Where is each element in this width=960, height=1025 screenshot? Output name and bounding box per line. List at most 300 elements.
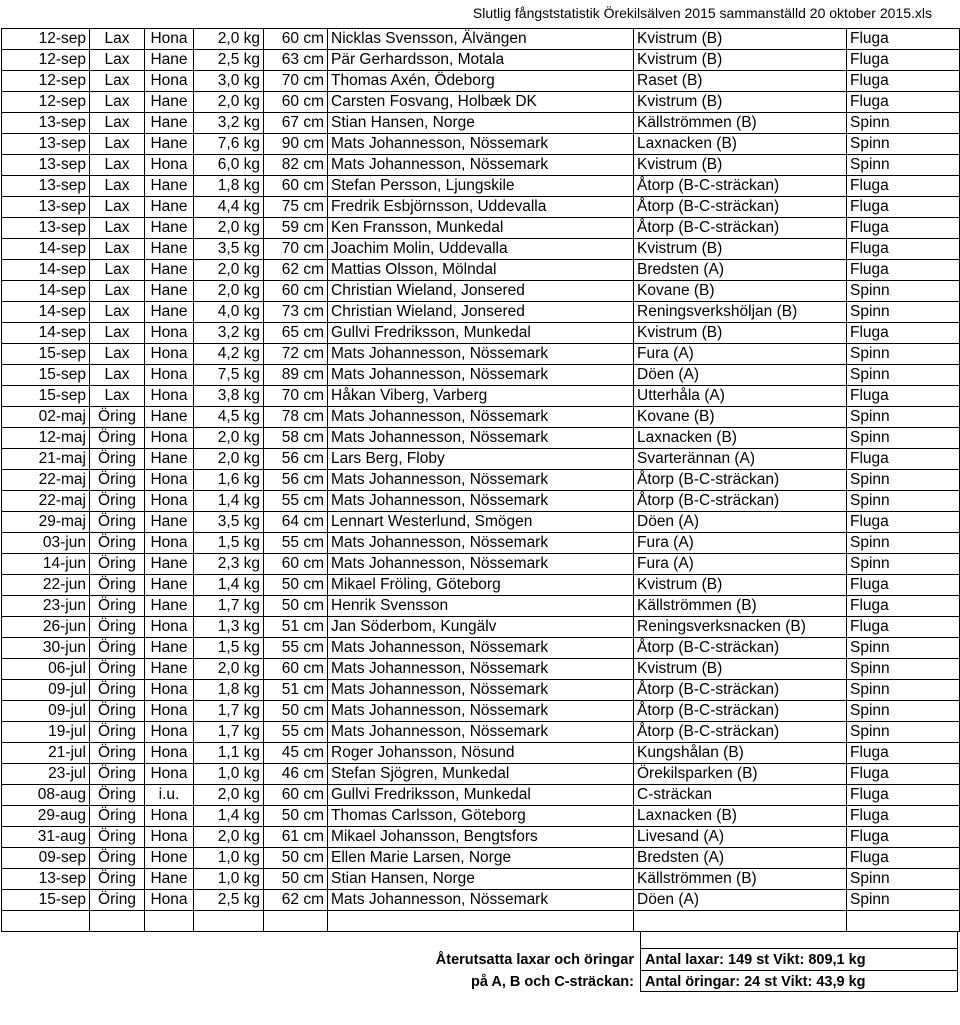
length-cell: 56 cm xyxy=(264,449,328,470)
angler-cell: Mats Johannesson, Nössemark xyxy=(328,344,634,365)
method-cell: Fluga xyxy=(847,29,960,50)
sex-cell: Hona xyxy=(145,491,194,512)
angler-cell: Mats Johannesson, Nössemark xyxy=(328,407,634,428)
weight-cell: 1,4 kg xyxy=(194,491,264,512)
date-cell: 13-sep xyxy=(2,134,90,155)
table-row xyxy=(2,113,960,134)
date-cell: 13-sep xyxy=(2,113,90,134)
method-cell: Fluga xyxy=(847,92,960,113)
date-cell: 23-jul xyxy=(2,764,90,785)
sex-cell: Hona xyxy=(145,344,194,365)
date-cell: 15-sep xyxy=(2,344,90,365)
weight-cell: 1,1 kg xyxy=(194,743,264,764)
summary-oringar: Antal öringar: 24 st Vikt: 43,9 kg xyxy=(640,970,958,992)
method-cell: Fluga xyxy=(847,449,960,470)
location-cell: Reningsverksnacken (B) xyxy=(634,617,847,638)
species-cell: Lax xyxy=(90,134,145,155)
method-cell: Spinn xyxy=(847,491,960,512)
weight-cell: 1,0 kg xyxy=(194,848,264,869)
method-cell: Spinn xyxy=(847,113,960,134)
sex-cell: Hane xyxy=(145,638,194,659)
species-cell: Öring xyxy=(90,512,145,533)
method-cell: Spinn xyxy=(847,470,960,491)
sex-cell: Hona xyxy=(145,722,194,743)
length-cell: 60 cm xyxy=(264,29,328,50)
length-cell: 62 cm xyxy=(264,890,328,911)
method-cell: Fluga xyxy=(847,743,960,764)
weight-cell: 6,0 kg xyxy=(194,155,264,176)
location-cell: C-sträckan xyxy=(634,785,847,806)
table-row xyxy=(2,428,960,449)
date-cell: 08-aug xyxy=(2,785,90,806)
sex-cell: Hane xyxy=(145,512,194,533)
weight-cell: 2,0 kg xyxy=(194,659,264,680)
table-row xyxy=(2,596,960,617)
species-cell: Öring xyxy=(90,617,145,638)
species-cell: Öring xyxy=(90,806,145,827)
length-cell: 50 cm xyxy=(264,806,328,827)
location-cell: Döen (A) xyxy=(634,512,847,533)
method-cell: Fluga xyxy=(847,575,960,596)
weight-cell: 1,7 kg xyxy=(194,596,264,617)
date-cell: 03-jun xyxy=(2,533,90,554)
species-cell: Lax xyxy=(90,29,145,50)
table-row xyxy=(2,386,960,407)
method-cell: Fluga xyxy=(847,848,960,869)
weight-cell: 4,2 kg xyxy=(194,344,264,365)
sex-cell: Hona xyxy=(145,533,194,554)
angler-cell: Christian Wieland, Jonsered xyxy=(328,281,634,302)
length-cell: 50 cm xyxy=(264,701,328,722)
sex-cell: Hane xyxy=(145,659,194,680)
date-cell: 23-jun xyxy=(2,596,90,617)
empty-cell xyxy=(328,911,634,932)
species-cell: Öring xyxy=(90,701,145,722)
method-cell: Fluga xyxy=(847,785,960,806)
location-cell: Kovane (B) xyxy=(634,407,847,428)
weight-cell: 1,4 kg xyxy=(194,806,264,827)
weight-cell: 1,0 kg xyxy=(194,764,264,785)
angler-cell: Mats Johannesson, Nössemark xyxy=(328,890,634,911)
weight-cell: 3,5 kg xyxy=(194,512,264,533)
table-row xyxy=(2,29,960,50)
length-cell: 50 cm xyxy=(264,869,328,890)
method-cell: Fluga xyxy=(847,71,960,92)
length-cell: 62 cm xyxy=(264,260,328,281)
date-cell: 14-sep xyxy=(2,239,90,260)
angler-cell: Ellen Marie Larsen, Norge xyxy=(328,848,634,869)
species-cell: Öring xyxy=(90,596,145,617)
length-cell: 65 cm xyxy=(264,323,328,344)
location-cell: Bredsten (A) xyxy=(634,260,847,281)
date-cell: 22-maj xyxy=(2,470,90,491)
location-cell: Kvistrum (B) xyxy=(634,239,847,260)
empty-cell xyxy=(2,911,90,932)
species-cell: Öring xyxy=(90,638,145,659)
location-cell: Reningsverkshöljan (B) xyxy=(634,302,847,323)
weight-cell: 1,4 kg xyxy=(194,575,264,596)
sex-cell: Hona xyxy=(145,743,194,764)
weight-cell: 2,0 kg xyxy=(194,785,264,806)
length-cell: 51 cm xyxy=(264,680,328,701)
sex-cell: Hona xyxy=(145,680,194,701)
angler-cell: Nicklas Svensson, Älvängen xyxy=(328,29,634,50)
species-cell: Lax xyxy=(90,92,145,113)
location-cell: Källströmmen (B) xyxy=(634,113,847,134)
weight-cell: 2,0 kg xyxy=(194,827,264,848)
date-cell: 29-maj xyxy=(2,512,90,533)
table-row xyxy=(2,764,960,785)
sex-cell: Hane xyxy=(145,869,194,890)
table-row xyxy=(2,218,960,239)
location-cell: Kvistrum (B) xyxy=(634,659,847,680)
sex-cell: Hona xyxy=(145,806,194,827)
document-header xyxy=(0,0,960,28)
table-row xyxy=(2,281,960,302)
method-cell: Fluga xyxy=(847,386,960,407)
date-cell: 14-sep xyxy=(2,323,90,344)
length-cell: 51 cm xyxy=(264,617,328,638)
angler-cell: Gullvi Fredriksson, Munkedal xyxy=(328,323,634,344)
angler-cell: Stefan Sjögren, Munkedal xyxy=(328,764,634,785)
empty-cell xyxy=(194,911,264,932)
weight-cell: 3,8 kg xyxy=(194,386,264,407)
angler-cell: Thomas Axén, Ödeborg xyxy=(328,71,634,92)
location-cell: Kvistrum (B) xyxy=(634,29,847,50)
species-cell: Öring xyxy=(90,722,145,743)
table-row xyxy=(2,785,960,806)
date-cell: 13-sep xyxy=(2,218,90,239)
sex-cell: Hona xyxy=(145,155,194,176)
table-row xyxy=(2,827,960,848)
weight-cell: 3,5 kg xyxy=(194,239,264,260)
length-cell: 55 cm xyxy=(264,722,328,743)
method-cell: Spinn xyxy=(847,155,960,176)
method-cell: Fluga xyxy=(847,512,960,533)
method-cell: Fluga xyxy=(847,323,960,344)
summary-laxar: Antal laxar: 149 st Vikt: 809,1 kg xyxy=(640,948,958,970)
table-row xyxy=(2,848,960,869)
weight-cell: 2,5 kg xyxy=(194,890,264,911)
method-cell: Fluga xyxy=(847,197,960,218)
table-row xyxy=(2,134,960,155)
sex-cell: Hona xyxy=(145,323,194,344)
length-cell: 50 cm xyxy=(264,575,328,596)
angler-cell: Mats Johannesson, Nössemark xyxy=(328,701,634,722)
length-cell: 60 cm xyxy=(264,785,328,806)
location-cell: Örekilsparken (B) xyxy=(634,764,847,785)
sex-cell: Hane xyxy=(145,449,194,470)
date-cell: 09-jul xyxy=(2,680,90,701)
weight-cell: 2,0 kg xyxy=(194,281,264,302)
sex-cell: Hane xyxy=(145,92,194,113)
location-cell: Livesand (A) xyxy=(634,827,847,848)
angler-cell: Lars Berg, Floby xyxy=(328,449,634,470)
species-cell: Öring xyxy=(90,659,145,680)
length-cell: 73 cm xyxy=(264,302,328,323)
species-cell: Öring xyxy=(90,764,145,785)
location-cell: Svarterännan (A) xyxy=(634,449,847,470)
weight-cell: 3,0 kg xyxy=(194,71,264,92)
length-cell: 70 cm xyxy=(264,71,328,92)
sex-cell: Hona xyxy=(145,827,194,848)
species-cell: Lax xyxy=(90,260,145,281)
length-cell: 89 cm xyxy=(264,365,328,386)
table-row xyxy=(2,449,960,470)
species-cell: Lax xyxy=(90,176,145,197)
table-row xyxy=(2,554,960,575)
table-row xyxy=(2,365,960,386)
date-cell: 02-maj xyxy=(2,407,90,428)
length-cell: 61 cm xyxy=(264,827,328,848)
weight-cell: 1,5 kg xyxy=(194,533,264,554)
angler-cell: Mats Johannesson, Nössemark xyxy=(328,470,634,491)
location-cell: Laxnacken (B) xyxy=(634,806,847,827)
sex-cell: Hane xyxy=(145,197,194,218)
angler-cell: Mats Johannesson, Nössemark xyxy=(328,638,634,659)
table-row xyxy=(2,617,960,638)
method-cell: Fluga xyxy=(847,176,960,197)
species-cell: Lax xyxy=(90,344,145,365)
method-cell: Spinn xyxy=(847,659,960,680)
species-cell: Öring xyxy=(90,533,145,554)
weight-cell: 2,0 kg xyxy=(194,449,264,470)
table-row xyxy=(2,743,960,764)
angler-cell: Mikael Johansson, Bengtsfors xyxy=(328,827,634,848)
location-cell: Åtorp (B-C-sträckan) xyxy=(634,197,847,218)
date-cell: 21-jul xyxy=(2,743,90,764)
weight-cell: 1,0 kg xyxy=(194,869,264,890)
method-cell: Spinn xyxy=(847,701,960,722)
sex-cell: Hane xyxy=(145,239,194,260)
weight-cell: 7,6 kg xyxy=(194,134,264,155)
date-cell: 15-sep xyxy=(2,386,90,407)
location-cell: Laxnacken (B) xyxy=(634,134,847,155)
weight-cell: 3,2 kg xyxy=(194,323,264,344)
angler-cell: Ken Fransson, Munkedal xyxy=(328,218,634,239)
date-cell: 19-jul xyxy=(2,722,90,743)
date-cell: 22-maj xyxy=(2,491,90,512)
date-cell: 14-sep xyxy=(2,302,90,323)
sex-cell: Hane xyxy=(145,113,194,134)
species-cell: Lax xyxy=(90,155,145,176)
species-cell: Öring xyxy=(90,449,145,470)
angler-cell: Pär Gerhardsson, Motala xyxy=(328,50,634,71)
length-cell: 55 cm xyxy=(264,491,328,512)
length-cell: 75 cm xyxy=(264,197,328,218)
location-cell: Åtorp (B-C-sträckan) xyxy=(634,722,847,743)
table-row xyxy=(2,680,960,701)
length-cell: 60 cm xyxy=(264,281,328,302)
sex-cell: Hane xyxy=(145,218,194,239)
species-cell: Lax xyxy=(90,71,145,92)
sex-cell: Hane xyxy=(145,554,194,575)
weight-cell: 1,5 kg xyxy=(194,638,264,659)
species-cell: Lax xyxy=(90,50,145,71)
method-cell: Fluga xyxy=(847,239,960,260)
sex-cell: Hane xyxy=(145,134,194,155)
length-cell: 82 cm xyxy=(264,155,328,176)
date-cell: 21-maj xyxy=(2,449,90,470)
method-cell: Spinn xyxy=(847,281,960,302)
empty-cell xyxy=(90,911,145,932)
angler-cell: Roger Johansson, Nösund xyxy=(328,743,634,764)
angler-cell: Mats Johannesson, Nössemark xyxy=(328,554,634,575)
angler-cell: Thomas Carlsson, Göteborg xyxy=(328,806,634,827)
weight-cell: 2,5 kg xyxy=(194,50,264,71)
weight-cell: 4,4 kg xyxy=(194,197,264,218)
sex-cell: Hona xyxy=(145,71,194,92)
species-cell: Lax xyxy=(90,323,145,344)
length-cell: 60 cm xyxy=(264,92,328,113)
date-cell: 13-sep xyxy=(2,176,90,197)
location-cell: Kvistrum (B) xyxy=(634,155,847,176)
sex-cell: Hane xyxy=(145,176,194,197)
table-row xyxy=(2,197,960,218)
length-cell: 70 cm xyxy=(264,386,328,407)
date-cell: 12-sep xyxy=(2,50,90,71)
sex-cell: Hona xyxy=(145,617,194,638)
weight-cell: 1,8 kg xyxy=(194,680,264,701)
summary-section: Återutsatta laxar och öringar Antal laxar: 149 st Vikt: 809,1 kg på A, B och C-sträckan: Antal öringar: 24 st Vikt: 43,9 kg xyxy=(0,932,960,992)
table-row xyxy=(2,260,960,281)
location-cell: Åtorp (B-C-sträckan) xyxy=(634,470,847,491)
angler-cell: Jan Söderbom, Kungälv xyxy=(328,617,634,638)
method-cell: Spinn xyxy=(847,722,960,743)
location-cell: Åtorp (B-C-sträckan) xyxy=(634,491,847,512)
angler-cell: Mats Johannesson, Nössemark xyxy=(328,533,634,554)
angler-cell: Mats Johannesson, Nössemark xyxy=(328,491,634,512)
location-cell: Åtorp (B-C-sträckan) xyxy=(634,218,847,239)
date-cell: 30-jun xyxy=(2,638,90,659)
species-cell: Öring xyxy=(90,743,145,764)
species-cell: Lax xyxy=(90,239,145,260)
angler-cell: Joachim Molin, Uddevalla xyxy=(328,239,634,260)
species-cell: Öring xyxy=(90,407,145,428)
sex-cell: i.u. xyxy=(145,785,194,806)
angler-cell: Fredrik Esbjörnsson, Uddevalla xyxy=(328,197,634,218)
length-cell: 55 cm xyxy=(264,638,328,659)
length-cell: 72 cm xyxy=(264,344,328,365)
location-cell: Källströmmen (B) xyxy=(634,596,847,617)
species-cell: Öring xyxy=(90,680,145,701)
table-row xyxy=(2,701,960,722)
table-row xyxy=(2,50,960,71)
species-cell: Lax xyxy=(90,218,145,239)
table-row xyxy=(2,344,960,365)
date-cell: 31-aug xyxy=(2,827,90,848)
length-cell: 45 cm xyxy=(264,743,328,764)
date-cell: 12-sep xyxy=(2,92,90,113)
date-cell: 13-sep xyxy=(2,155,90,176)
length-cell: 63 cm xyxy=(264,50,328,71)
date-cell: 12-sep xyxy=(2,71,90,92)
length-cell: 60 cm xyxy=(264,554,328,575)
date-cell: 09-jul xyxy=(2,701,90,722)
weight-cell: 3,2 kg xyxy=(194,113,264,134)
species-cell: Öring xyxy=(90,491,145,512)
sex-cell: Hona xyxy=(145,890,194,911)
table-row xyxy=(2,176,960,197)
length-cell: 46 cm xyxy=(264,764,328,785)
method-cell: Spinn xyxy=(847,890,960,911)
empty-cell xyxy=(847,911,960,932)
length-cell: 90 cm xyxy=(264,134,328,155)
angler-cell: Lennart Westerlund, Smögen xyxy=(328,512,634,533)
sex-cell: Hona xyxy=(145,428,194,449)
species-cell: Öring xyxy=(90,869,145,890)
sex-cell: Hona xyxy=(145,470,194,491)
method-cell: Fluga xyxy=(847,218,960,239)
table-row xyxy=(2,239,960,260)
method-cell: Spinn xyxy=(847,680,960,701)
method-cell: Spinn xyxy=(847,533,960,554)
length-cell: 64 cm xyxy=(264,512,328,533)
location-cell: Döen (A) xyxy=(634,365,847,386)
location-cell: Kvistrum (B) xyxy=(634,92,847,113)
location-cell: Åtorp (B-C-sträckan) xyxy=(634,680,847,701)
species-cell: Öring xyxy=(90,848,145,869)
table-row xyxy=(2,302,960,323)
length-cell: 55 cm xyxy=(264,533,328,554)
location-cell: Döen (A) xyxy=(634,890,847,911)
sex-cell: Hona xyxy=(145,365,194,386)
angler-cell: Mats Johannesson, Nössemark xyxy=(328,428,634,449)
date-cell: 12-maj xyxy=(2,428,90,449)
table-row xyxy=(2,470,960,491)
sex-cell: Hane xyxy=(145,575,194,596)
weight-cell: 7,5 kg xyxy=(194,365,264,386)
method-cell: Spinn xyxy=(847,365,960,386)
weight-cell: 1,6 kg xyxy=(194,470,264,491)
location-cell: Bredsten (A) xyxy=(634,848,847,869)
empty-cell xyxy=(264,911,328,932)
location-cell: Kungshålan (B) xyxy=(634,743,847,764)
table-row xyxy=(2,407,960,428)
location-cell: Åtorp (B-C-sträckan) xyxy=(634,638,847,659)
location-cell: Åtorp (B-C-sträckan) xyxy=(634,701,847,722)
weight-cell: 2,0 kg xyxy=(194,92,264,113)
angler-cell: Gullvi Fredriksson, Munkedal xyxy=(328,785,634,806)
sex-cell: Hane xyxy=(145,260,194,281)
species-cell: Öring xyxy=(90,785,145,806)
date-cell: 14-sep xyxy=(2,281,90,302)
date-cell: 29-aug xyxy=(2,806,90,827)
angler-cell: Mats Johannesson, Nössemark xyxy=(328,722,634,743)
length-cell: 56 cm xyxy=(264,470,328,491)
species-cell: Öring xyxy=(90,470,145,491)
location-cell: Kvistrum (B) xyxy=(634,575,847,596)
table-row xyxy=(2,323,960,344)
length-cell: 50 cm xyxy=(264,848,328,869)
table-row xyxy=(2,890,960,911)
length-cell: 70 cm xyxy=(264,239,328,260)
method-cell: Spinn xyxy=(847,428,960,449)
table-row xyxy=(2,491,960,512)
date-cell: 14-jun xyxy=(2,554,90,575)
species-cell: Öring xyxy=(90,575,145,596)
table-row xyxy=(2,71,960,92)
sex-cell: Hane xyxy=(145,302,194,323)
method-cell: Fluga xyxy=(847,827,960,848)
location-cell: Fura (A) xyxy=(634,533,847,554)
angler-cell: Mats Johannesson, Nössemark xyxy=(328,680,634,701)
method-cell: Spinn xyxy=(847,134,960,155)
weight-cell: 1,8 kg xyxy=(194,176,264,197)
table-row xyxy=(2,155,960,176)
table-row xyxy=(2,533,960,554)
angler-cell: Christian Wieland, Jonsered xyxy=(328,302,634,323)
